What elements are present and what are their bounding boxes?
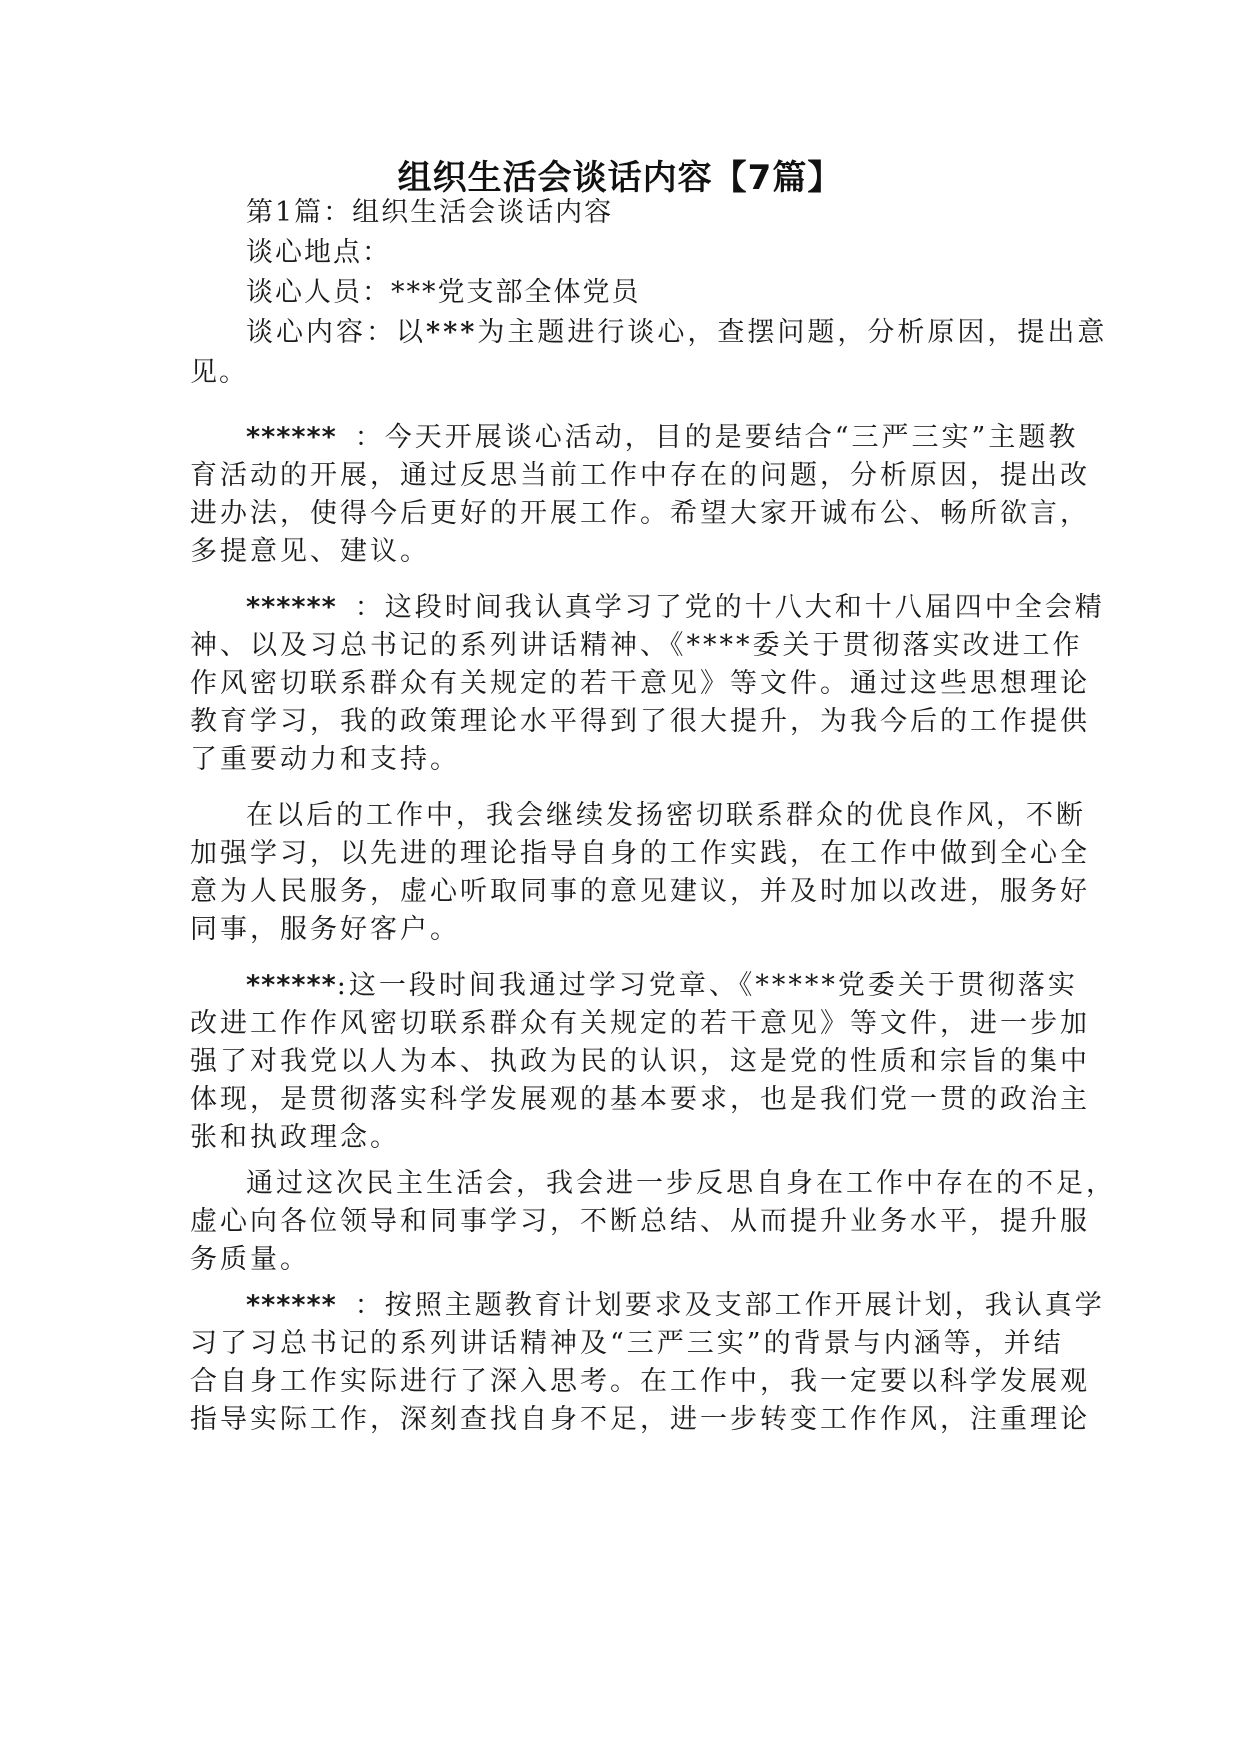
line-text: ：按照主题教育计划要求及支部工作开展计划，我认真学: [354, 1290, 1105, 1321]
paragraph-line: 改进工作作风密切联系群众有关规定的若干意见》等文件，进一步加: [190, 1008, 1090, 1039]
paragraph-4: [190, 967, 1090, 1157]
speaker-mask: ******: [246, 970, 337, 1001]
paragraph-line: 作风密切联系群众有关规定的若干意见》等文件。通过这些思想理论: [190, 668, 1090, 699]
line-text: :这一段时间我通过学习党章、《*****党委关于贯彻落实: [336, 970, 1078, 1001]
document-title: 组织生活会谈话内容【7篇】: [397, 158, 843, 198]
paragraph-line: [190, 1287, 1105, 1325]
content-label: 谈心内容：以: [246, 317, 426, 348]
paragraph-line: 通过这次民主生活会，我会进一步反思自身在工作中存在的不足，: [246, 1168, 1116, 1199]
paragraph-line: [190, 589, 1105, 627]
paragraph-line: 同事，服务好客户。: [190, 914, 460, 945]
paragraph-line: [190, 967, 1078, 1005]
paragraph-line: 体现，是贯彻落实科学发展观的基本要求，也是我们党一贯的政治主: [190, 1084, 1090, 1115]
paragraph-6: [190, 1287, 1105, 1439]
paragraph-line: 了重要动力和支持。: [190, 744, 460, 775]
paragraph-line: 在以后的工作中，我会继续发扬密切联系群众的优良作风，不断: [246, 800, 1086, 831]
line-text: ：今天开展谈心活动，目的是要结合“三严三实”主题教: [354, 422, 1079, 453]
talk-participants: [190, 273, 1052, 313]
paragraph-line: 神、以及习总书记的系列讲话精神、《****委关于贯彻落实改进工作: [190, 630, 1083, 661]
paragraph-line: 育活动的开展，通过反思当前工作中存在的问题，分析原因，提出改: [190, 460, 1090, 491]
document-body: [190, 193, 1116, 1439]
talk-location: 谈心地点：: [246, 237, 391, 268]
content-rest: 为主题进行谈心，查摆问题，分析原因，提出意: [477, 317, 1108, 348]
paragraph-line: 进办法，使得今后更好的开展工作。希望大家开诚布公、畅所欲言，: [190, 498, 1090, 529]
paragraph-line: 张和执政理念。: [190, 1122, 400, 1153]
paragraph-line: 虚心向各位领导和同事学习，不断总结、从而提升业务水平，提升服: [190, 1206, 1090, 1237]
paragraph-line: 指导实际工作，深刻查找自身不足，进一步转变工作作风，注重理论: [190, 1404, 1090, 1435]
paragraph-line: 加强学习，以先进的理论指导自身的工作实践，在工作中做到全心全: [190, 838, 1090, 869]
paragraph-3: [190, 797, 1090, 949]
content-mask: ***: [426, 317, 478, 348]
paragraph-line: 务质量。: [190, 1244, 310, 1275]
paragraph-2: [190, 589, 1105, 779]
paragraph-5: [190, 1165, 1116, 1279]
paragraph-line: 合自身工作实际进行了深入思考。在工作中，我一定要以科学发展观: [190, 1366, 1090, 1397]
line-text: ：这段时间我认真学习了党的十八大和十八届四中全会精: [354, 592, 1105, 623]
paragraph-line: 强了对我党以人为本、执政为民的认识，这是党的性质和宗旨的集中: [190, 1046, 1090, 1077]
paragraph-line: 意为人民服务，虚心听取同事的意见建议，并及时加以改进，服务好: [190, 876, 1090, 907]
paragraph-1: [190, 419, 1090, 571]
speaker-mask: ******: [246, 1290, 337, 1321]
paragraph-line: 教育学习，我的政策理论水平得到了很大提升，为我今后的工作提供: [190, 706, 1090, 737]
paragraph-line: 习了习总书记的系列讲话精神及“三严三实”的背景与内涵等，并结: [190, 1328, 1064, 1359]
speaker-mask: ******: [246, 422, 337, 453]
participants-value: ***党支部全体党员: [391, 277, 641, 308]
section-heading: 第1篇：组织生活会谈话内容: [246, 197, 614, 228]
talk-content-line-2: 见。: [190, 357, 248, 388]
paragraph-line: 多提意见、建议。: [190, 536, 430, 567]
speaker-mask: ******: [246, 592, 337, 623]
paragraph-line: [190, 419, 1079, 457]
talk-content-line-1: [190, 313, 1108, 353]
participants-label: 谈心人员：: [246, 277, 391, 308]
